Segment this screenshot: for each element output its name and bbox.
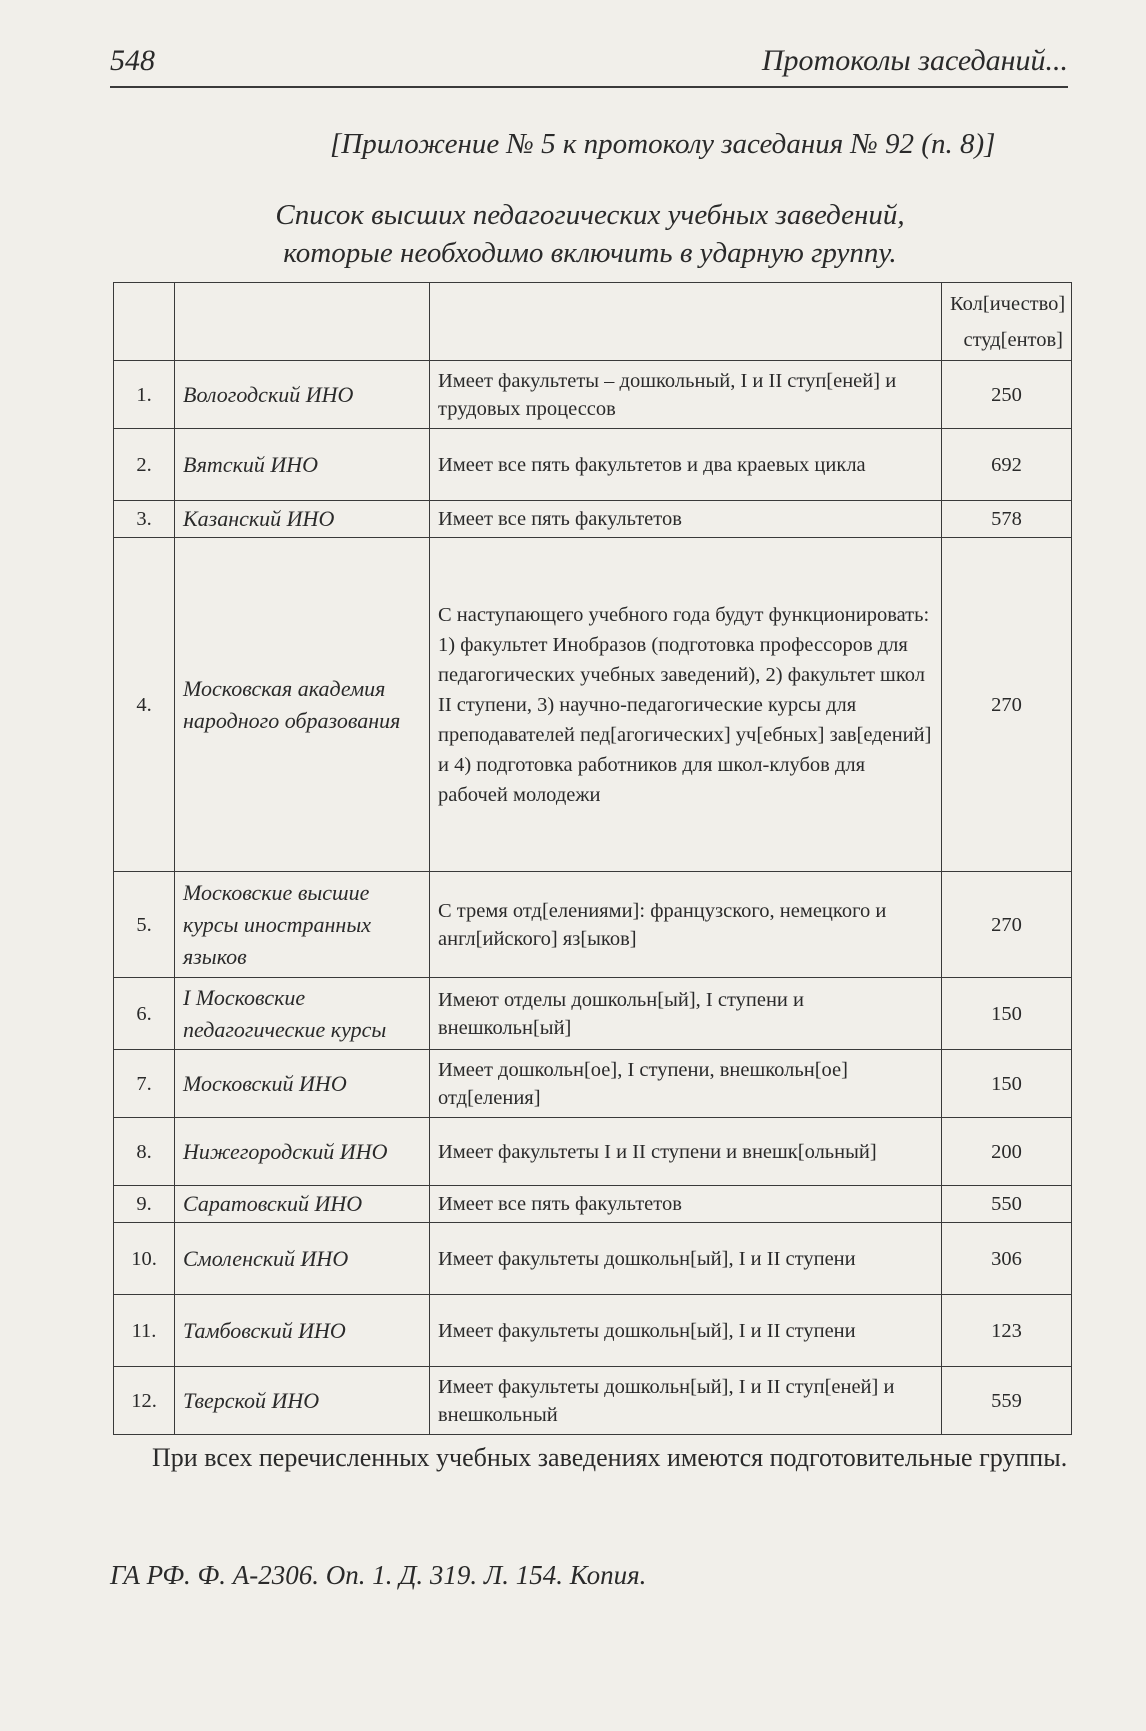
table-row [114, 429, 1072, 501]
page-number: 548 [110, 44, 155, 77]
row-desc: Имеет все пять факультетов и два краевых цикла [430, 429, 942, 501]
row-name: Московский ИНО [175, 1050, 430, 1118]
row-num: 3. [114, 501, 175, 538]
table-row [114, 872, 1072, 978]
row-name: Вятский ИНО [175, 429, 430, 501]
row-name: Московская академия народного образования [175, 538, 430, 872]
row-num: 5. [114, 872, 175, 978]
row-num: 8. [114, 1118, 175, 1186]
row-num: 7. [114, 1050, 175, 1118]
row-count: 200 [942, 1118, 1072, 1186]
row-name: Тамбовский ИНО [175, 1295, 430, 1367]
row-count: 559 [942, 1367, 1072, 1435]
list-title-line-2: которые необходимо включить в ударную группу. [283, 237, 897, 269]
row-count: 306 [942, 1223, 1072, 1295]
row-desc: Имеет факультеты I и II ступени и внешк[ольный] [430, 1118, 942, 1186]
row-desc: Имеет дошкольн[ое], I ступени, внешкольн[ое] отд[еления] [430, 1050, 942, 1118]
row-num: 12. [114, 1367, 175, 1435]
row-count: 578 [942, 501, 1072, 538]
institutions-table [113, 282, 1072, 1435]
row-count: 692 [942, 429, 1072, 501]
row-count: 270 [942, 872, 1072, 978]
row-count: 150 [942, 978, 1072, 1050]
row-desc: Имеет факультеты дошкольн[ый], I и II ступ[еней] и внешкольный [430, 1367, 942, 1435]
row-desc: Имеет все пять факультетов [430, 1186, 942, 1223]
header-count-line-2: студ[ентов] [963, 328, 1063, 351]
footer-note: При всех перечисленных учебных заведениях имеются подготовительные группы. [152, 1443, 1068, 1472]
header-desc [430, 283, 942, 361]
row-desc: Имеет факультеты – дошкольный, I и II ступ[еней] и трудовых процессов [430, 361, 942, 429]
header-num [114, 283, 175, 361]
row-desc: С тремя отд[елениями]: французского, немецкого и англ[ийского] яз[ыков] [430, 872, 942, 978]
row-count: 123 [942, 1295, 1072, 1367]
table-header-row [114, 283, 1072, 361]
table-row [114, 501, 1072, 538]
table-row [114, 1118, 1072, 1186]
row-desc: С наступающего учебного года будут функционировать: 1) факультет Инобразов (подготовка профессоров для педагогических учебных заведений), 2) факультет школ II ступени, 3) научно-педагогические курсы для преподавателей пед[агогических] уч[ебных] зав[едений] и 4) подготовка работников для школ-клубов для рабочей молодежи [430, 538, 942, 872]
list-title [110, 196, 1070, 272]
row-num: 10. [114, 1223, 175, 1295]
row-name: I Московские педагогические курсы [175, 978, 430, 1050]
row-name: Московские высшие курсы иностранных языков [175, 872, 430, 978]
table-row [114, 1050, 1072, 1118]
row-num: 9. [114, 1186, 175, 1223]
row-count: 270 [942, 538, 1072, 872]
list-title-line-1: Список высших педагогических учебных заведений, [275, 199, 905, 231]
row-desc: Имеет факультеты дошкольн[ый], I и II ступени [430, 1295, 942, 1367]
archive-reference: ГА РФ. Ф. А-2306. Оп. 1. Д. 319. Л. 154. Копия. [110, 1560, 647, 1590]
row-desc: Имеет факультеты дошкольн[ый], I и II ступени [430, 1223, 942, 1295]
table-row [114, 361, 1072, 429]
row-name: Нижегородский ИНО [175, 1118, 430, 1186]
row-num: 1. [114, 361, 175, 429]
row-num: 11. [114, 1295, 175, 1367]
table-row [114, 1367, 1072, 1435]
row-count: 550 [942, 1186, 1072, 1223]
table-row [114, 1186, 1072, 1223]
table-row [114, 1223, 1072, 1295]
row-desc: Имеет все пять факультетов [430, 501, 942, 538]
table-row [114, 1295, 1072, 1367]
row-name: Казанский ИНО [175, 501, 430, 538]
row-desc: Имеют отделы дошкольн[ый], I ступени и внешкольн[ый] [430, 978, 942, 1050]
row-num: 4. [114, 538, 175, 872]
row-num: 6. [114, 978, 175, 1050]
header-count-line-1: Кол[ичество] [950, 292, 1066, 315]
row-num: 2. [114, 429, 175, 501]
table-row [114, 978, 1072, 1050]
row-count: 150 [942, 1050, 1072, 1118]
running-title: Протоколы заседаний... [761, 44, 1068, 77]
row-name: Тверской ИНО [175, 1367, 430, 1435]
appendix-line: [Приложение № 5 к протоколу заседания № 92 (п. 8)] [330, 128, 996, 160]
row-name: Вологодский ИНО [175, 361, 430, 429]
table-row [114, 538, 1072, 872]
header-name [175, 283, 430, 361]
row-name: Саратовский ИНО [175, 1186, 430, 1223]
header-count [942, 283, 1072, 361]
row-name: Смоленский ИНО [175, 1223, 430, 1295]
row-count: 250 [942, 361, 1072, 429]
running-header [110, 40, 1068, 88]
